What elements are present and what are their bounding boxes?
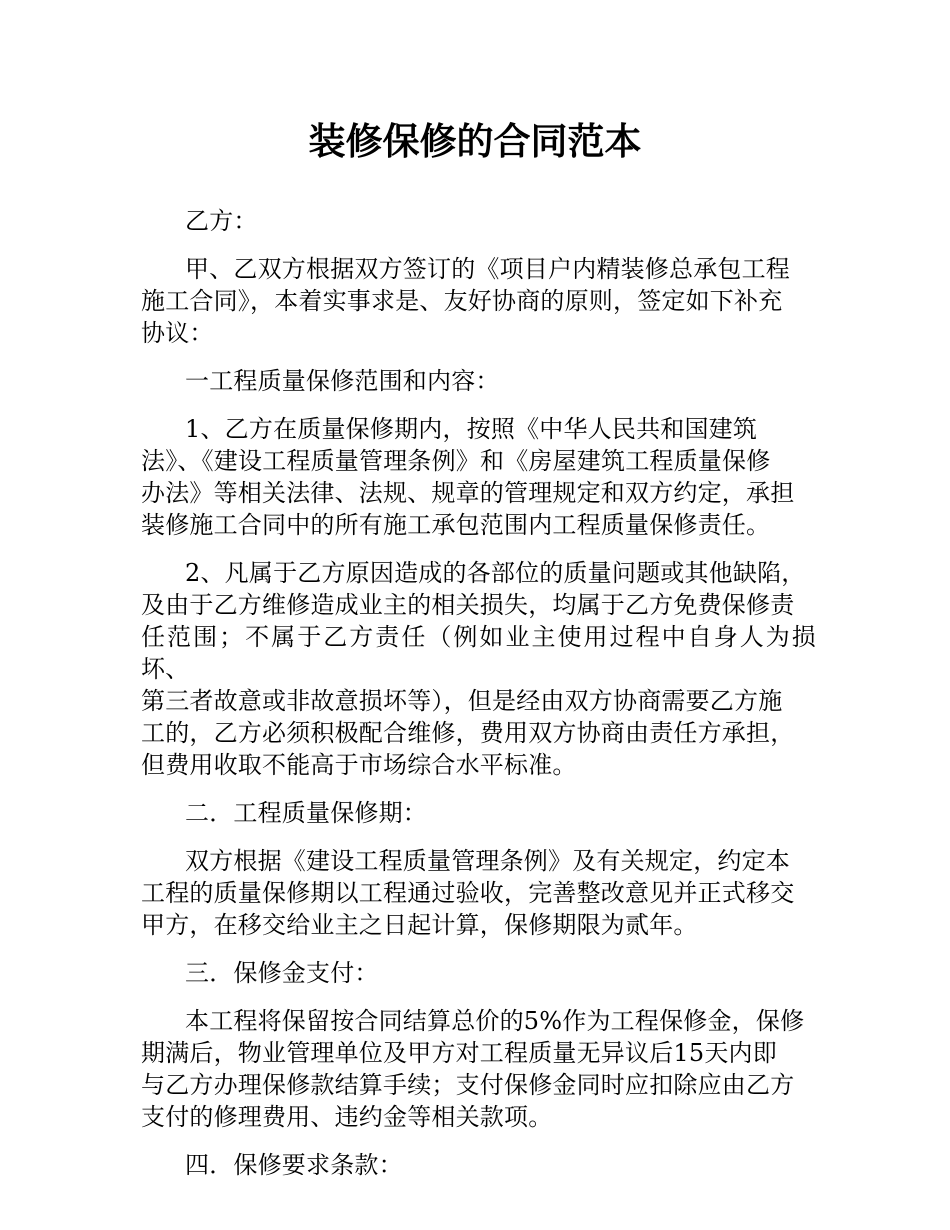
document-body — [141, 205, 816, 1197]
section-heading-warranty-period: 二．工程质量保修期： — [185, 799, 427, 827]
agreement-intro-paragraph: 甲、乙双方根据双方签订的《项目户内精装修总承包工程 施工合同》，本着实事求是、友好协商的原则，签定如下补充 协议： — [141, 255, 790, 347]
warranty-payment-paragraph: 本工程将保留按合同结算总价的5%作为工程保修金，保修 期满后，物业管理单位及甲方对工程质量无异议后15天内即 与乙方办理保修款结算手续；支付保修金同时应扣除应由乙方 支付的修理费用、违约金等相关款项。 — [141, 1007, 805, 1131]
clause-2-paragraph: 2、凡属于乙方原因造成的各部位的质量问题或其他缺陷， 及由于乙方维修造成业主的相关损失，均属于乙方免费保修责 任范围；不属于乙方责任（例如业主使用过程中自身人为损坏、 第三者故意或非故意损坏等），但是经由双方协商需要乙方施 工的，乙方必须积极配合维修，费用双方协商由责任方承担， 但费用收取不能高于市场综合水平标准。 — [141, 559, 816, 779]
clause-1-paragraph: 1、乙方在质量保修期内，按照《中华人民共和国建筑 法》、《建设工程质量管理条例》和《房屋建筑工程质量保修 办法》等相关法律、法规、规章的管理规定和双方约定，承担 装修施工合同中的所有施工承包范围内工程质量保修责任。 — [141, 415, 795, 539]
section-heading-warranty-scope: 一工程质量保修范围和内容： — [185, 367, 500, 395]
section-heading-warranty-requirements: 四．保修要求条款： — [185, 1151, 403, 1179]
party-b-line: 乙方： — [185, 207, 258, 235]
warranty-period-paragraph: 双方根据《建设工程质量管理条例》及有关规定，约定本 工程的质量保修期以工程通过验收，完善整改意见并正式移交 甲方，在移交给业主之日起计算，保修期限为贰年。 — [141, 847, 795, 939]
document-title: 装修保修的合同范本 — [308, 120, 642, 163]
section-heading-warranty-payment: 三．保修金支付： — [185, 959, 379, 987]
